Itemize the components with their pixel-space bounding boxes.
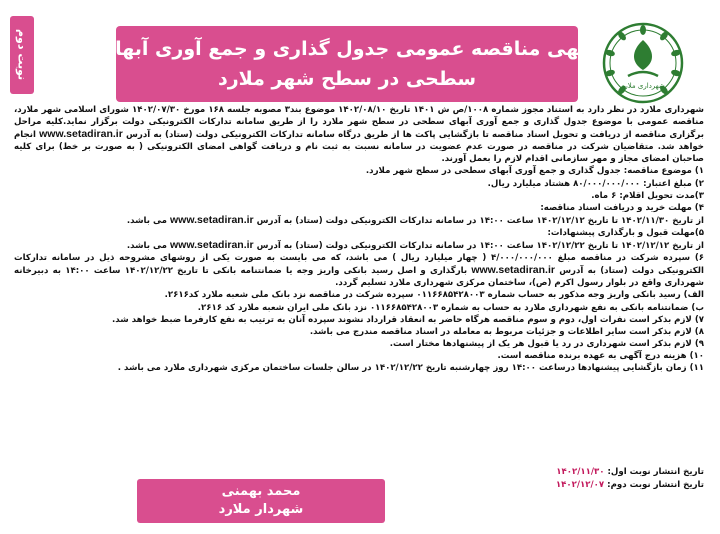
notice-header — [8, 8, 712, 100]
title-banner — [97, 26, 597, 102]
item-budget: ۲) مبلغ اعتبار: ۸۰/۰۰۰/۰۰۰/۰۰۰ هشتاد میلیارد ریال. — [487, 178, 704, 189]
notice-body — [14, 104, 704, 374]
first-publication-label: تاریخ انتشار نوبت اول: — [607, 467, 704, 477]
first-publication — [546, 466, 704, 479]
item5-detail-text: از تاریخ ۱۴۰۲/۱۲/۱۲ تا تاریخ ۱۴۰۲/۱۲/۲۲ ساعت ۱۴:۰۰ در سامانه تدارکات الکترونیکی دولت (ستاد) به آدرس — [256, 241, 704, 252]
item6-tail: بارگذاری و اصل رسید بانکی واریز وجه یا ضمانتنامه بانکی تا تاریخ ۱۴۰۲/۱۲/۲۲ ساعت ۱۴:۰۰ به دبیرخانه شهرداری واقع در بلوار رسول اکرم (ص)، ساختمان مرکزی شهرداری ملارد تسلیم گردد. — [14, 266, 704, 289]
setadiran-link[interactable]: www.setadiran.ir — [170, 239, 254, 252]
item-forfeit: ۷) لازم بذکر است نفرات اول، دوم و سوم مناقصه هرگاه حاضر به انعقاد قرارداد نشوند سپرده آنان به ترتیب به نفع کارفرما ضبط خواهد شد. — [112, 314, 704, 325]
setadiran-link[interactable]: www.setadiran.ir — [170, 213, 254, 226]
intro-text: شهرداری ملارد در نظر دارد به استناد مجوز شماره ۱۰۰۸/ص ش ۱۴۰۱ تاریخ ۱۴۰۲/۰۸/۱۰ موضوع بند۳ مصوبه جلسه ۱۶۸ مورخ ۱۴۰۲/۰۷/۳۰ شورای اسلامی شهر ملارد، مناقصه عمومی با موضوع جدول گذاری و جمع آوری آبهای سطحی در سطح شهر ملارد را از طریق سامانه تدارکات الکترونیکی دولت برگزار نماید.کلیه مراحل برگزاری مناقصه از دریافت و تحویل اسناد مناقصه تا بازگشایی پاکت ها از طریق درگاه سامانه تدارکات الکترونیکی دولت (ستاد) به آدرس — [14, 105, 705, 141]
item4-tail: می باشد. — [126, 215, 167, 226]
municipality-logo — [602, 22, 684, 104]
item4-detail-text: از تاریخ ۱۴۰۲/۱۱/۳۰ تا تاریخ ۱۴۰۲/۱۲/۱۲ ساعت ۱۴:۰۰ در سامانه تدارکات الکترونیکی دولت (ستاد) به آدرس — [256, 215, 704, 226]
item-deposit-b: ب) ضمانتنامه بانکی به نفع شهرداری ملارد به حساب به شماره ۰۱۱۶۶۸۵۴۲۸۰۰۳ نزد بانک ملی ایران شعبه ملارد کد ۲۶۱۶. — [197, 302, 704, 313]
setadiran-link[interactable]: www.setadiran.ir — [39, 128, 123, 141]
notice-title-line2: سطحی در سطح شهر ملارد — [217, 68, 477, 90]
intro-paragraph — [14, 104, 704, 165]
first-publication-date: ۱۴۰۲/۱۱/۳۰ — [556, 467, 605, 477]
second-publication-date: ۱۴۰۲/۱۲/۰۷ — [555, 479, 605, 490]
item5-tail: می باشد. — [126, 241, 167, 252]
notice-title-line1: آگهی مناقصه عمومی جدول گذاری و جمع آوری آبهای — [97, 38, 597, 60]
item-deposit — [14, 252, 704, 289]
item6-text: ۶) سپرده شرکت در مناقصه مبلغ ۴/۰۰۰/۰۰۰/۰۰۰ ( چهار میلیارد ریال ) می باشد، که می بایست به صورت یکی از روشهای مشروحه ذیل در سامانه تدارکات الکترونیکی دولت (ستاد) به آدرس — [14, 253, 704, 277]
signer-name: محمد بهمنی — [221, 484, 301, 499]
item-details: ۸) لازم بذکر است سایر اطلاعات و جزئیات مربوط به معامله در اسناد مناقصه مندرج می باشد. — [309, 326, 704, 337]
signature-block — [137, 479, 385, 523]
item-deposit-a: الف) رسید بانکی واریز وجه مذکور به حساب شماره ۰۱۱۶۶۸۵۴۲۸۰۰۳ سپرده شرکت در مناقصه نزد بانک ملی شعبه ملارد کد۲۶۱۶. — [164, 290, 704, 301]
item-bid-deadline: ۵)مهلت قبول و بارگذاری پیشنهادات: — [547, 227, 704, 238]
second-publication — [546, 479, 704, 492]
intro-tail: انجام خواهد شد. متقاضیان شرکت در مناقصه در صورت عدم عضویت در سامانه نسبت به ثبت نام و دریافت گواهی امضای الکترونیکی ( به صورت بر خط) برای کلیه صاحبان امضای مجاز و مهر سازمانی اقدام لازم را بعمل آورند. — [14, 130, 704, 165]
item-opening: ۱۱) زمان بازگشایی پیشنهادها درساعت ۱۴:۰۰ روز چهارشنبه تاریخ ۱۴۰۲/۱۲/۲۲ در سالن جلسات ساختمان مرکزی شهرداری ملارد می باشد . — [117, 362, 704, 373]
item-reject-right: ۹) لازم بذکر است شهرداری در رد یا قبول هر یک از پیشنهادها مختار است. — [389, 338, 704, 349]
signer-title: شهردار ملارد — [218, 502, 304, 517]
setadiran-link[interactable]: www.setadiran.ir — [471, 264, 555, 277]
edition-badge: نوبت دوم — [10, 16, 34, 94]
publication-dates — [546, 466, 704, 491]
item-ad-cost: ۱۰) هزینه درج آگهی به عهده برنده مناقصه است. — [497, 350, 704, 361]
item-delivery: ۳)مدت تحویل اقلام: ۶ ماه. — [591, 190, 704, 201]
item-subject: ۱) موضوع مناقصه: جدول گذاری و جمع آوری آبهای سطحی در سطح شهر ملارد. — [365, 166, 704, 177]
item-bid-deadline-detail — [14, 239, 704, 252]
item-document-deadline: ۴) مهلت خرید و دریافت اسناد مناقصه: — [540, 202, 704, 213]
second-publication-label: تاریخ انتشار نوبت دوم: — [607, 479, 704, 490]
logo-text: شهرداری ملارد — [621, 82, 665, 90]
item-document-deadline-detail — [14, 214, 704, 227]
